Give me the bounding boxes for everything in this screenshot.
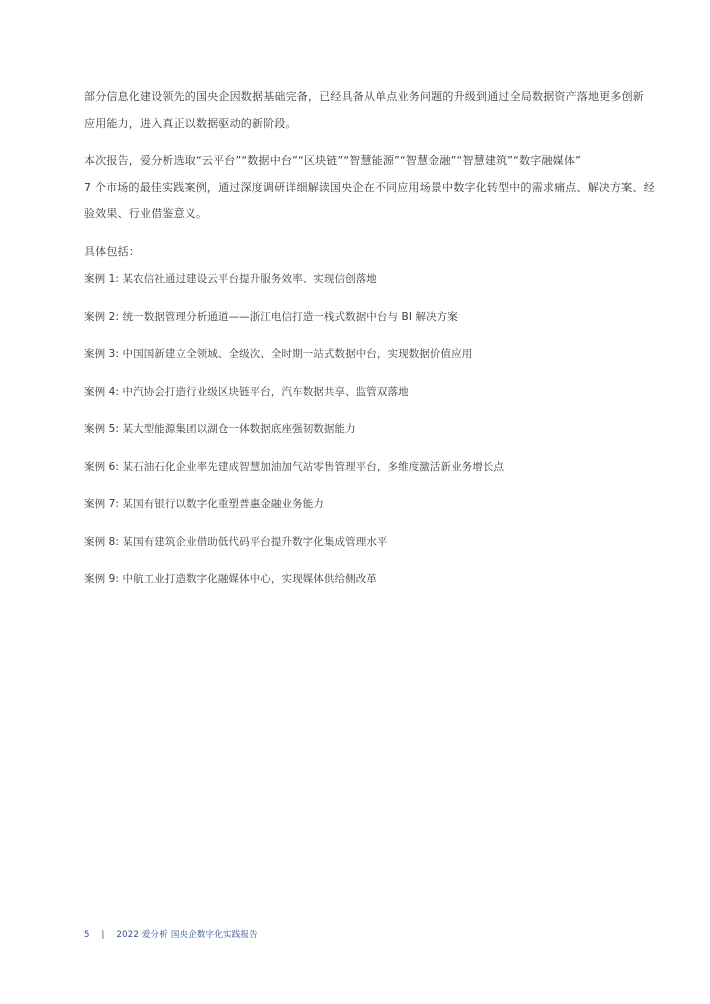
page-number: 5	[84, 930, 90, 940]
includes-label: 具体包括：	[84, 244, 140, 258]
case-item-2: 案例 2: 统一数据管理分析通道——浙江电信打造一栈式数据中台与 BI 解决方案	[84, 310, 458, 323]
report-line-2: 7 个市场的最佳实践案例，通过深度调研详细解读国央企在不同应用场景中数字化转型中的需求痛点、解决方案、经	[84, 180, 655, 194]
case-item-5: 案例 5: 某大型能源集团以湖仓一体数据底座强韧数据能力	[84, 423, 356, 435]
report-line-1: 本次报告，爱分析选取“云平台”“数据中台”“区块链”“智慧能源”“智慧金融”“智慧建筑”“数字融媒体”	[84, 154, 581, 167]
footer-separator: |	[101, 930, 105, 940]
case-item-3: 案例 3: 中国国新建立全领域、全级次、全时期一站式数据中台，实现数据价值应用	[84, 348, 473, 360]
intro-line-1: 部分信息化建设领先的国央企因数据基础完备，已经具备从单点业务问题的升级到通过全局数据资产落地更多创新	[84, 90, 644, 103]
case-item-6: 案例 6: 某石油石化企业率先建成智慧加油加气站零售管理平台，多维度激活新业务增长点	[84, 460, 505, 473]
document-body	[84, 84, 655, 607]
case-item-4: 案例 4: 中汽协会打造行业级区块链平台，汽车数据共享、监管双落地	[84, 385, 409, 398]
case-item-7: 案例 7: 某国有银行以数字化重塑普惠金融业务能力	[84, 498, 324, 510]
intro-paragraph	[84, 84, 644, 137]
intro-line-2: 应用能力，进入真正以数据驱动的新阶段。	[84, 116, 297, 130]
report-paragraph	[84, 148, 655, 228]
case-item-8: 案例 8: 某国有建筑企业借助低代码平台提升数字化集成管理水平	[84, 535, 388, 548]
case-item-1: 案例 1: 某农信社通过建设云平台提升服务效率、实现信创落地	[84, 273, 377, 285]
report-line-3: 验效果、行业借鉴意义。	[84, 207, 208, 220]
footer-title: 2022 爱分析 国央企数字化实践报告	[116, 930, 258, 940]
case-list	[84, 269, 644, 607]
case-item-9: 案例 9: 中航工业打造数字化融媒体中心，实现媒体供给侧改革	[84, 573, 377, 585]
page-footer	[84, 928, 258, 940]
